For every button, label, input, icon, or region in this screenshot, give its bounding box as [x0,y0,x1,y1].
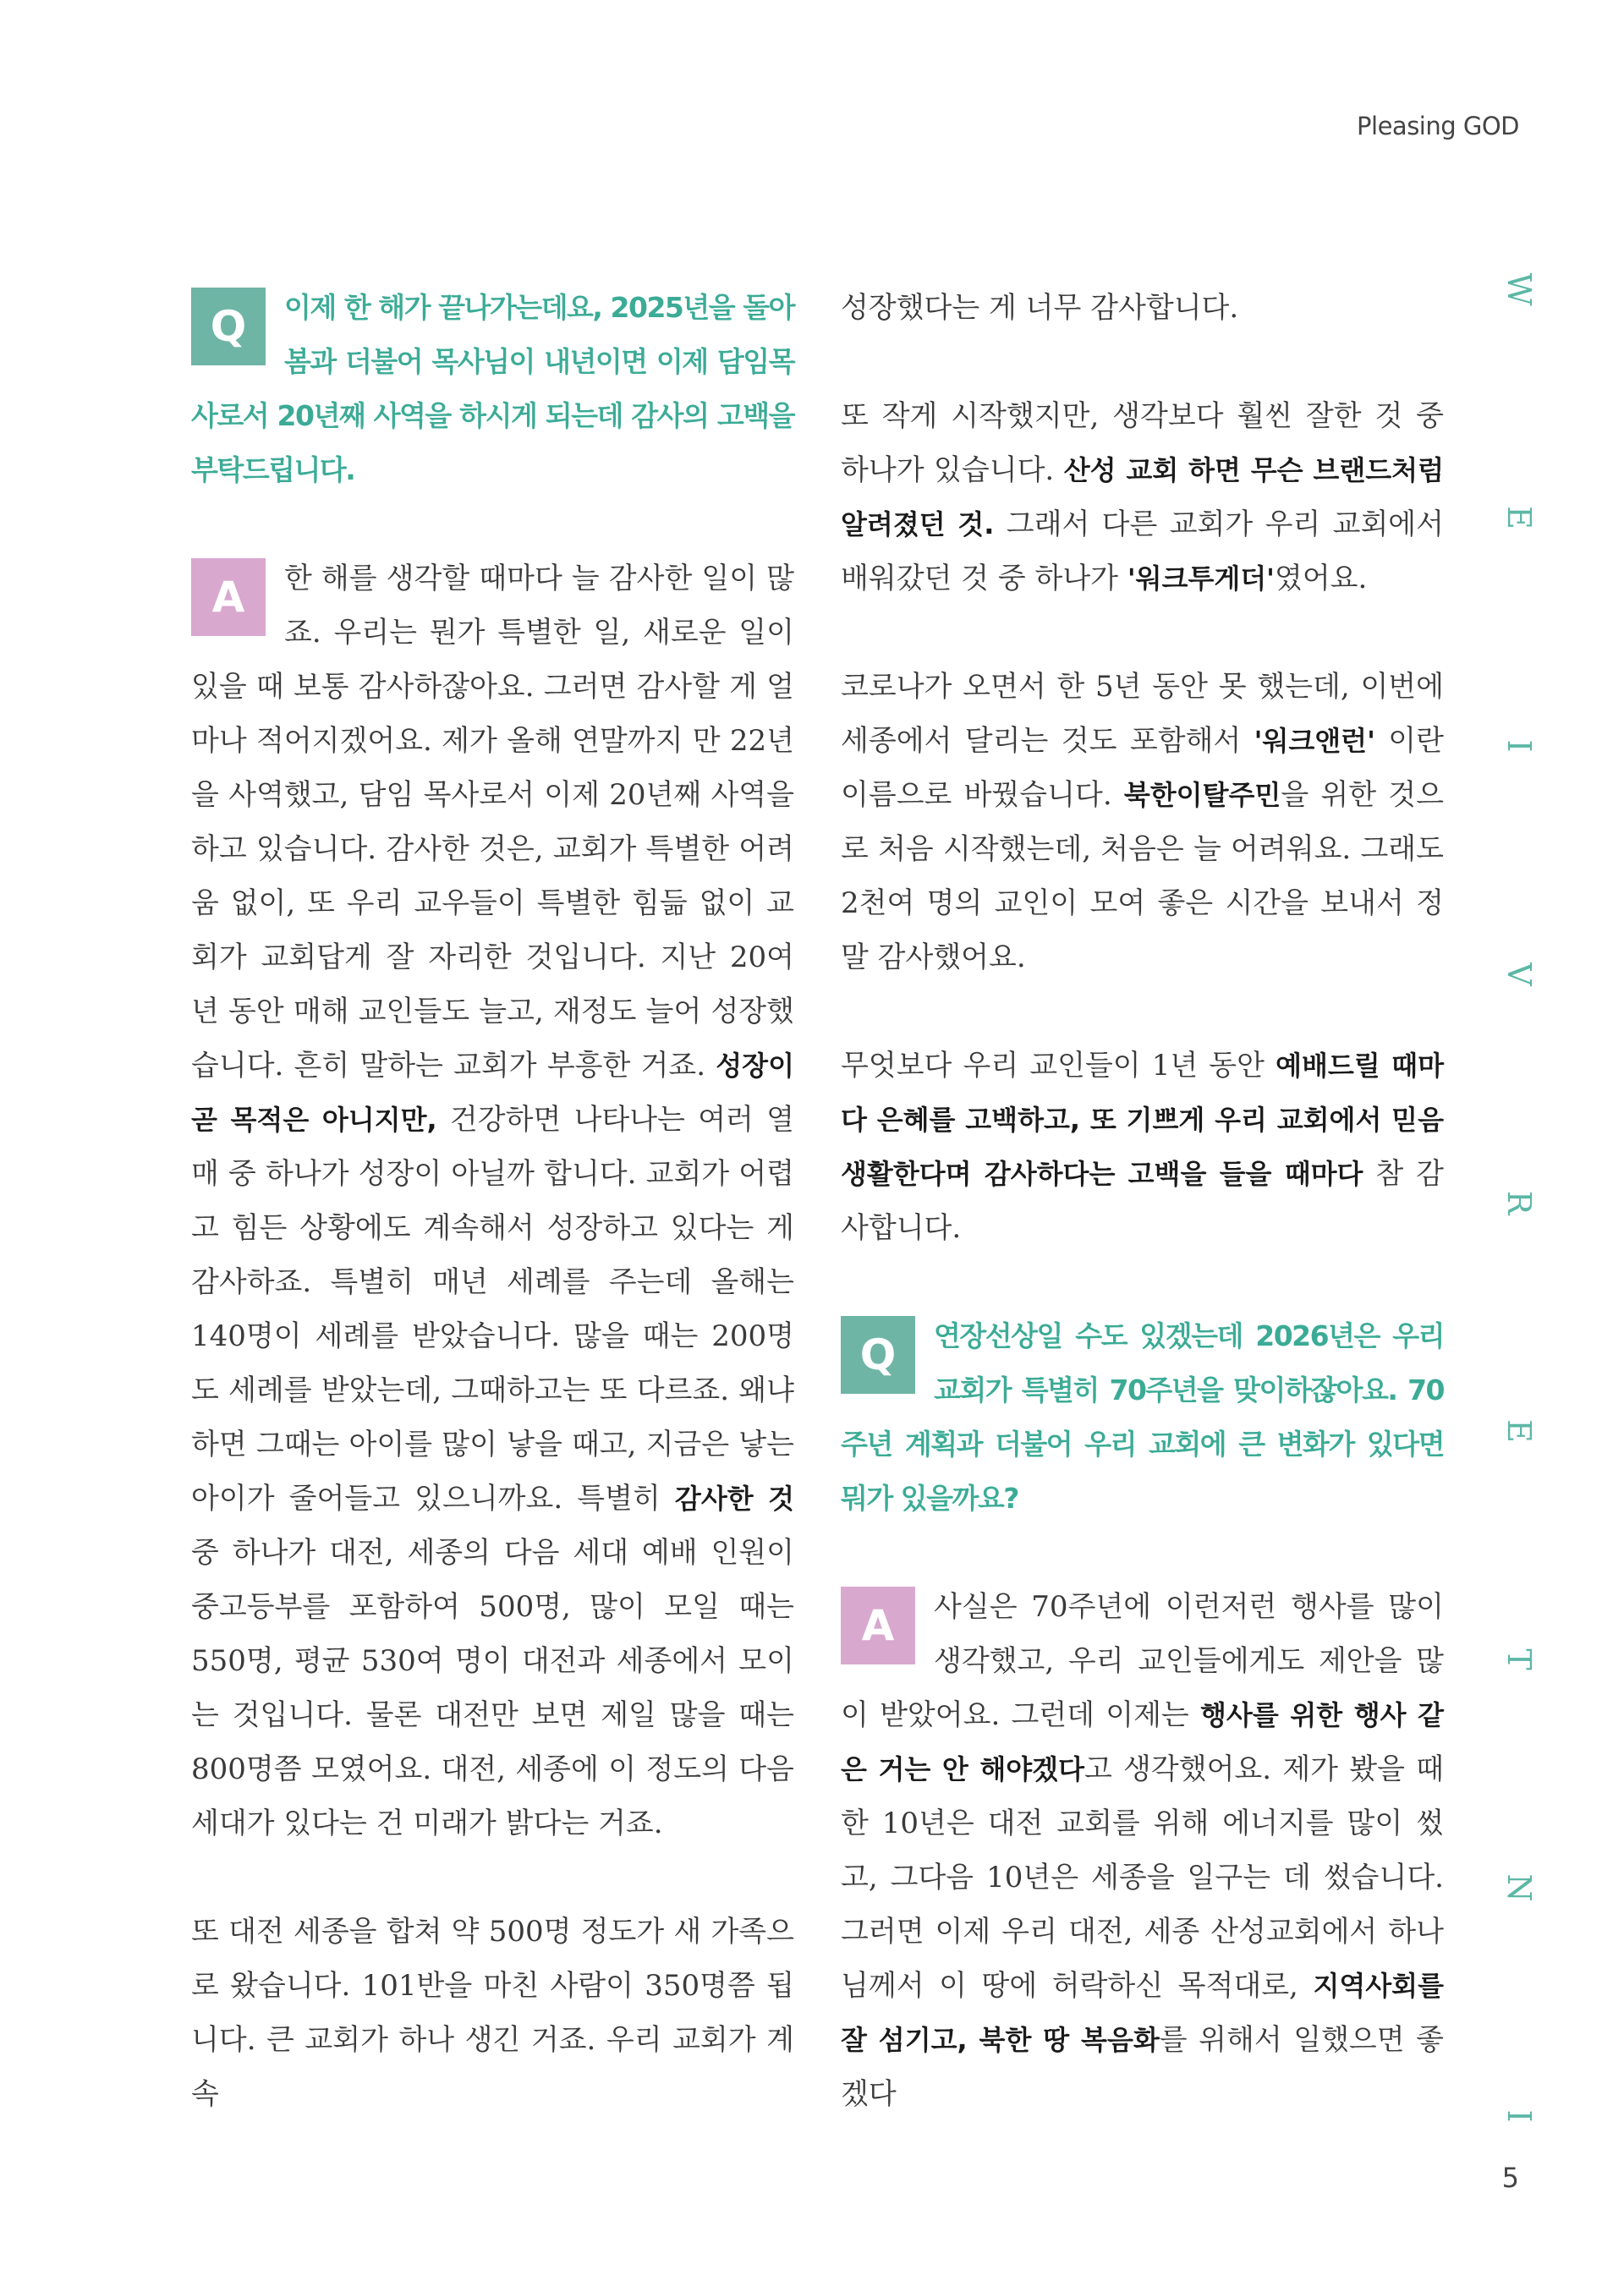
paragraph: 코로나가 오면서 한 5년 동안 못 했는데, 이번에 세종에서 달리는 것도 포함해서 '워크앤런' 이란 이름으로 바꿨습니다. 북한이탈주민을 위한 것으로 처음 시작했는데, 처음은 늘 어려워요. 그래도 2천여 명의 교인이 모여 좋은 시간을 보내서 정말 감사했어요. [841,670,1444,974]
highlight: 예배드릴 때마다 은혜를 고백하고, 또 기쁘게 우리 교회에서 믿음 생활한다며 감사하다는 고백을 들을 때마다 [841,1050,1444,1190]
highlight: '워크앤런' [1254,725,1375,757]
highlight: 감사한 것 [674,1483,794,1515]
side-letter: N [1501,1873,1538,1902]
a-badge: A [841,1587,915,1664]
q-badge: Q [191,288,266,365]
question-1-text: 이제 한 해가 끝나가는데요, 2025년을 돌아봄과 더불어 목사님이 내년이면 이제 담임목사로서 20년째 사역을 하시게 되는데 감사의 고백을 부탁드립니다. [191,291,794,486]
header-brand: Pleasing GOD [1357,112,1519,140]
side-letter: W [1501,272,1538,306]
left-column [191,281,794,2121]
paragraph: 또 대전 세종을 합쳐 약 500명 정도가 새 가족으로 왔습니다. 101반을 마친 사람이 350명쯤 됩니다. 큰 교회가 하나 생긴 거죠. 우리 교회가 계속 [191,1915,794,2111]
side-letter: I [1501,739,1538,753]
highlight: 북한이탈주민 [1123,779,1281,811]
answer-1 [191,551,794,1851]
side-letter: E [1501,1419,1538,1443]
q-badge: Q [841,1316,915,1394]
highlight: 성장이 곧 목적은 아니지만, [191,1050,794,1136]
question-1 [191,281,794,497]
side-letter: R [1501,1190,1538,1215]
highlight: '워크투게더' [1127,562,1275,595]
side-letter: V [1501,962,1538,986]
paragraph: 무엇보다 우리 교인들이 1년 동안 예배드릴 때마다 은혜를 고백하고, 또 기쁘게 우리 교회에서 믿음 생활한다며 감사하다는 고백을 들을 때마다 참 감사합니다. [841,1049,1444,1245]
paragraph: 성장했다는 게 너무 감사합니다. [841,291,1239,325]
side-letter: E [1501,506,1538,529]
right-column [841,281,1444,2121]
page-number: 5 [1501,2162,1519,2194]
question-2-text: 연장선상일 수도 있겠는데 2026년은 우리 교회가 특별히 70주년을 맞이하잖아요. 70주년 계획과 더불어 우리 교회에 큰 변화가 있다면 뭐가 있을까요? [841,1319,1444,1515]
answer-2-text: 사실은 70주년에 이런저런 행사를 많이 생각했고, 우리 교인들에게도 제안을 많이 받았어요. 그런데 이제는 행사를 위한 행사 같은 거는 안 해야겠다고 생각했어요. 제가 봤을 때 한 10년은 대전 교회를 위해 에너지를 많이 썼고, 그다음 10년은 세종을 일구는 데 썼습니다. 그러면 이제 우리 대전, 세종 산성교회에서 하나님께서 이 땅에 허락하신 목적대로, 지역사회를 잘 섬기고, 북한 땅 복음화를 위해서 일했으면 좋겠다 [841,1590,1444,2111]
answer-1-text: 한 해를 생각할 때마다 늘 감사한 일이 많죠. 우리는 뭔가 특별한 일, 새로운 일이 있을 때 보통 감사하잖아요. 그러면 감사할 게 얼마나 적어지겠어요. 제가 올해 연말까지 만 22년을 사역했고, 담임 목사로서 이제 20년째 사역을 하고 있습니다. 감사한 것은, 교회가 특별한 어려움 없이, 또 우리 교우들이 특별한 힘듦 없이 교회가 교회답게 잘 자리한 것입니다. 지난 20여 년 동안 매해 교인들도 늘고, 재정도 늘어 성장했습니다. 흔히 말하는 교회가 부흥한 거죠. 성장이 곧 목적은 아니지만, 건강하면 나타나는 여러 열매 중 하나가 성장이 아닐까 합니다. 교회가 어렵고 힘든 상황에도 계속해서 성장하고 있다는 게 감사하죠. 특별히 매년 세례를 주는데 올해는 140명이 세례를 받았습니다. 많을 때는 200명도 세례를 받았는데, 그때하고는 또 다르죠. 왜냐하면 그때는 아이를 많이 낳을 때고, 지금은 낳는 아이가 줄어들고 있으니까요. 특별히 감사한 것 중 하나가 대전, 세종의 다음 세대 예배 인원이 중고등부를 포함하여 500명, 많이 모일 때는 550명, 평균 530여 명이 대전과 세종에서 모이는 것입니다. 물론 대전만 보면 제일 많을 때는 800명쯤 모였어요. 대전, 세종에 이 정도의 다음 세대가 있다는 건 미래가 밝다는 거죠. [191,562,795,1840]
highlight: 산성 교회 하면 무슨 브랜드처럼 알려졌던 것. [841,454,1444,540]
answer-2 [841,1580,1444,2121]
side-letter: T [1501,1648,1538,1670]
paragraph: 또 작게 시작했지만, 생각보다 훨씬 잘한 것 중 하나가 있습니다. 산성 교회 하면 무슨 브랜드처럼 알려졌던 것. 그래서 다른 교회가 우리 교회에서 배워갔던 것 중 하나가 '워크투게더'였어요. [841,399,1444,595]
a-badge: A [191,558,266,636]
highlight: 지역사회를 잘 섬기고, 북한 땅 복음화 [841,1970,1444,2056]
side-letter: I [1501,2109,1538,2123]
highlight: 행사를 위한 행사 같은 거는 안 해야겠다 [841,1699,1444,1785]
question-2 [841,1309,1444,1526]
